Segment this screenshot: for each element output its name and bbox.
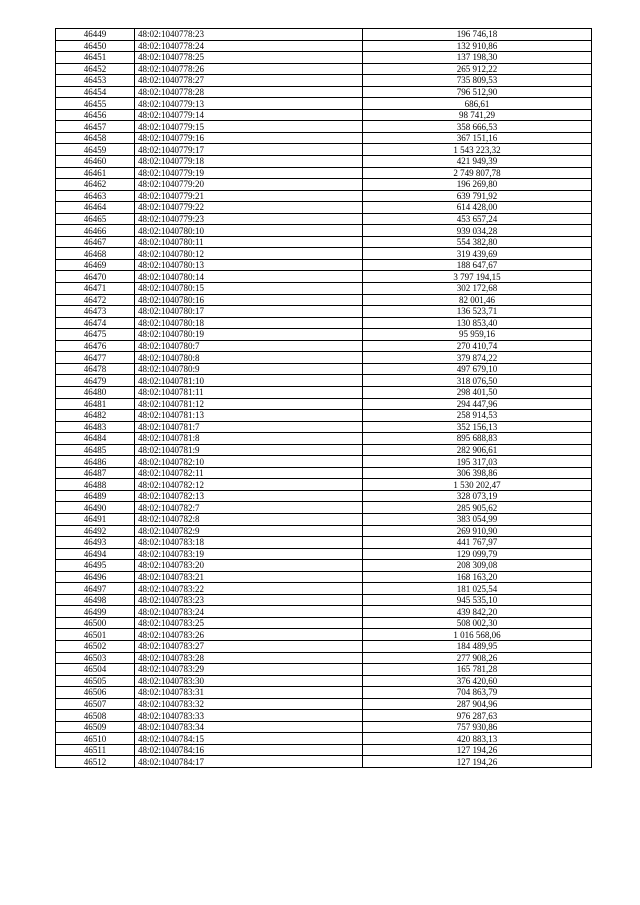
cadastral-number-cell: 48:02:1040783:18: [135, 537, 363, 549]
row-number-cell: 46487: [56, 467, 135, 479]
value-cell: 302 172,68: [363, 283, 592, 295]
row-number-cell: 46478: [56, 363, 135, 375]
cadastral-number-cell: 48:02:1040781:7: [135, 421, 363, 433]
value-cell: 258 914,53: [363, 410, 592, 422]
value-cell: 208 309,08: [363, 560, 592, 572]
value-cell: 376 420,60: [363, 675, 592, 687]
row-number-cell: 46507: [56, 698, 135, 710]
cadastral-number-cell: 48:02:1040779:22: [135, 202, 363, 214]
cadastral-number-cell: 48:02:1040779:16: [135, 132, 363, 144]
cadastral-number-cell: 48:02:1040779:15: [135, 121, 363, 133]
cadastral-number-cell: 48:02:1040779:23: [135, 213, 363, 225]
row-number-cell: 46509: [56, 721, 135, 733]
value-cell: 319 439,69: [363, 248, 592, 260]
table-row: [56, 421, 592, 433]
value-cell: 704 863,79: [363, 687, 592, 699]
table-row: [56, 40, 592, 52]
value-cell: 3 797 194,15: [363, 271, 592, 283]
value-cell: 441 767,97: [363, 537, 592, 549]
table-row: [56, 190, 592, 202]
row-number-cell: 46501: [56, 629, 135, 641]
value-cell: 554 382,80: [363, 236, 592, 248]
table-row: [56, 98, 592, 110]
table-row: [56, 617, 592, 629]
table-row: [56, 294, 592, 306]
table-row: [56, 594, 592, 606]
row-number-cell: 46474: [56, 317, 135, 329]
value-cell: 82 001,46: [363, 294, 592, 306]
value-cell: 367 151,16: [363, 132, 592, 144]
value-cell: 318 076,50: [363, 375, 592, 387]
row-number-cell: 46504: [56, 664, 135, 676]
row-number-cell: 46510: [56, 733, 135, 745]
table-row: [56, 283, 592, 295]
value-cell: 945 535,10: [363, 594, 592, 606]
value-cell: 136 523,71: [363, 306, 592, 318]
cadastral-number-cell: 48:02:1040780:9: [135, 363, 363, 375]
cadastral-number-cell: 48:02:1040783:21: [135, 571, 363, 583]
cadastral-number-cell: 48:02:1040778:26: [135, 63, 363, 75]
row-number-cell: 46457: [56, 121, 135, 133]
value-cell: 306 398,86: [363, 467, 592, 479]
table-body: [56, 29, 592, 768]
value-cell: 352 156,13: [363, 421, 592, 433]
value-cell: 639 791,92: [363, 190, 592, 202]
row-number-cell: 46454: [56, 86, 135, 98]
row-number-cell: 46456: [56, 109, 135, 121]
cadastral-number-cell: 48:02:1040783:32: [135, 698, 363, 710]
value-cell: 130 853,40: [363, 317, 592, 329]
value-cell: 439 842,20: [363, 606, 592, 618]
cadastral-number-cell: 48:02:1040780:13: [135, 259, 363, 271]
table-row: [56, 744, 592, 756]
cadastral-number-cell: 48:02:1040779:14: [135, 109, 363, 121]
value-cell: 287 904,96: [363, 698, 592, 710]
table-row: [56, 271, 592, 283]
table-row: [56, 121, 592, 133]
table-row: [56, 386, 592, 398]
table-row: [56, 109, 592, 121]
cadastral-number-cell: 48:02:1040779:21: [135, 190, 363, 202]
cadastral-number-cell: 48:02:1040779:18: [135, 156, 363, 168]
table-row: [56, 606, 592, 618]
cadastral-number-cell: 48:02:1040782:10: [135, 456, 363, 468]
cadastral-number-cell: 48:02:1040781:13: [135, 410, 363, 422]
value-cell: 1 530 202,47: [363, 479, 592, 491]
cadastral-number-cell: 48:02:1040783:24: [135, 606, 363, 618]
row-number-cell: 46473: [56, 306, 135, 318]
cadastral-number-cell: 48:02:1040783:22: [135, 583, 363, 595]
row-number-cell: 46453: [56, 75, 135, 87]
table-row: [56, 502, 592, 514]
row-number-cell: 46452: [56, 63, 135, 75]
table-row: [56, 433, 592, 445]
table-row: [56, 375, 592, 387]
table-row: [56, 29, 592, 41]
cadastral-number-cell: 48:02:1040778:23: [135, 29, 363, 41]
row-number-cell: 46464: [56, 202, 135, 214]
value-cell: 196 269,80: [363, 179, 592, 191]
cadastral-number-cell: 48:02:1040778:24: [135, 40, 363, 52]
cadastral-number-cell: 48:02:1040780:7: [135, 340, 363, 352]
cadastral-number-cell: 48:02:1040783:23: [135, 594, 363, 606]
cadastral-number-cell: 48:02:1040783:28: [135, 652, 363, 664]
table-row: [56, 687, 592, 699]
table-row: [56, 710, 592, 722]
cadastral-number-cell: 48:02:1040782:11: [135, 467, 363, 479]
cadastral-number-cell: 48:02:1040780:14: [135, 271, 363, 283]
cadastral-number-cell: 48:02:1040783:19: [135, 548, 363, 560]
cadastral-number-cell: 48:02:1040783:29: [135, 664, 363, 676]
table-row: [56, 398, 592, 410]
table-row: [56, 363, 592, 375]
cadastral-number-cell: 48:02:1040781:11: [135, 386, 363, 398]
cadastral-number-cell: 48:02:1040782:9: [135, 525, 363, 537]
value-cell: 2 749 807,78: [363, 167, 592, 179]
cadastral-number-cell: 48:02:1040783:27: [135, 640, 363, 652]
table-row: [56, 479, 592, 491]
table-row: [56, 329, 592, 341]
row-number-cell: 46503: [56, 652, 135, 664]
row-number-cell: 46493: [56, 537, 135, 549]
row-number-cell: 46496: [56, 571, 135, 583]
table-row: [56, 548, 592, 560]
table-row: [56, 652, 592, 664]
value-cell: 453 657,24: [363, 213, 592, 225]
row-number-cell: 46460: [56, 156, 135, 168]
row-number-cell: 46463: [56, 190, 135, 202]
row-number-cell: 46470: [56, 271, 135, 283]
value-cell: 265 912,22: [363, 63, 592, 75]
table-row: [56, 317, 592, 329]
table-row: [56, 444, 592, 456]
table-row: [56, 698, 592, 710]
value-cell: 285 905,62: [363, 502, 592, 514]
row-number-cell: 46494: [56, 548, 135, 560]
value-cell: 1 016 568,06: [363, 629, 592, 641]
cadastral-number-cell: 48:02:1040783:31: [135, 687, 363, 699]
table-row: [56, 202, 592, 214]
cadastral-number-cell: 48:02:1040780:15: [135, 283, 363, 295]
row-number-cell: 46512: [56, 756, 135, 768]
row-number-cell: 46483: [56, 421, 135, 433]
table-row: [56, 733, 592, 745]
cadastral-number-cell: 48:02:1040783:25: [135, 617, 363, 629]
row-number-cell: 46486: [56, 456, 135, 468]
row-number-cell: 46484: [56, 433, 135, 445]
row-number-cell: 46450: [56, 40, 135, 52]
table-row: [56, 156, 592, 168]
table-row: [56, 513, 592, 525]
table-row: [56, 132, 592, 144]
value-cell: 165 781,28: [363, 664, 592, 676]
row-number-cell: 46488: [56, 479, 135, 491]
cadastral-number-cell: 48:02:1040782:13: [135, 490, 363, 502]
cadastral-number-cell: 48:02:1040780:11: [135, 236, 363, 248]
row-number-cell: 46495: [56, 560, 135, 572]
cadastral-number-cell: 48:02:1040778:25: [135, 52, 363, 64]
cadastral-number-cell: 48:02:1040781:12: [135, 398, 363, 410]
table-row: [56, 640, 592, 652]
value-cell: 184 489,95: [363, 640, 592, 652]
value-cell: 269 910,90: [363, 525, 592, 537]
row-number-cell: 46465: [56, 213, 135, 225]
value-cell: 282 906,61: [363, 444, 592, 456]
table-row: [56, 144, 592, 156]
cadastral-number-cell: 48:02:1040781:8: [135, 433, 363, 445]
value-cell: 379 874,22: [363, 352, 592, 364]
cadastral-number-cell: 48:02:1040783:26: [135, 629, 363, 641]
table-row: [56, 571, 592, 583]
value-cell: 270 410,74: [363, 340, 592, 352]
cadastral-number-cell: 48:02:1040779:13: [135, 98, 363, 110]
row-number-cell: 46502: [56, 640, 135, 652]
row-number-cell: 46500: [56, 617, 135, 629]
row-number-cell: 46471: [56, 283, 135, 295]
row-number-cell: 46506: [56, 687, 135, 699]
row-number-cell: 46490: [56, 502, 135, 514]
cadastral-number-cell: 48:02:1040784:17: [135, 756, 363, 768]
cadastral-number-cell: 48:02:1040780:8: [135, 352, 363, 364]
value-cell: 976 287,63: [363, 710, 592, 722]
row-number-cell: 46455: [56, 98, 135, 110]
table-row: [56, 52, 592, 64]
table-row: [56, 340, 592, 352]
value-cell: 127 194,26: [363, 744, 592, 756]
value-cell: 796 512,90: [363, 86, 592, 98]
cadastral-number-cell: 48:02:1040779:19: [135, 167, 363, 179]
row-number-cell: 46511: [56, 744, 135, 756]
value-cell: 137 198,30: [363, 52, 592, 64]
row-number-cell: 46492: [56, 525, 135, 537]
value-cell: 735 809,53: [363, 75, 592, 87]
value-cell: 1 543 223,32: [363, 144, 592, 156]
cadastral-number-cell: 48:02:1040780:17: [135, 306, 363, 318]
value-cell: 294 447,96: [363, 398, 592, 410]
cadastral-number-cell: 48:02:1040780:19: [135, 329, 363, 341]
value-cell: 686,61: [363, 98, 592, 110]
cadastral-number-cell: 48:02:1040783:34: [135, 721, 363, 733]
table-row: [56, 248, 592, 260]
cadastral-number-cell: 48:02:1040782:7: [135, 502, 363, 514]
row-number-cell: 46485: [56, 444, 135, 456]
table-row: [56, 75, 592, 87]
cadastral-number-cell: 48:02:1040783:30: [135, 675, 363, 687]
row-number-cell: 46472: [56, 294, 135, 306]
value-cell: 328 073,19: [363, 490, 592, 502]
row-number-cell: 46480: [56, 386, 135, 398]
value-cell: 98 741,29: [363, 109, 592, 121]
table-row: [56, 306, 592, 318]
table-row: [56, 525, 592, 537]
value-cell: 132 910,86: [363, 40, 592, 52]
cadastral-number-cell: 48:02:1040781:9: [135, 444, 363, 456]
row-number-cell: 46458: [56, 132, 135, 144]
row-number-cell: 46466: [56, 225, 135, 237]
row-number-cell: 46482: [56, 410, 135, 422]
value-cell: 508 002,30: [363, 617, 592, 629]
table-row: [56, 467, 592, 479]
table-row: [56, 560, 592, 572]
row-number-cell: 46451: [56, 52, 135, 64]
row-number-cell: 46469: [56, 259, 135, 271]
row-number-cell: 46476: [56, 340, 135, 352]
cadastral-number-cell: 48:02:1040778:27: [135, 75, 363, 87]
table-row: [56, 179, 592, 191]
table-row: [56, 352, 592, 364]
value-cell: 181 025,54: [363, 583, 592, 595]
cadastral-number-cell: 48:02:1040779:20: [135, 179, 363, 191]
value-cell: 195 317,03: [363, 456, 592, 468]
row-number-cell: 46461: [56, 167, 135, 179]
row-number-cell: 46459: [56, 144, 135, 156]
cadastral-number-cell: 48:02:1040782:12: [135, 479, 363, 491]
cadastral-number-cell: 48:02:1040779:17: [135, 144, 363, 156]
value-cell: 127 194,26: [363, 756, 592, 768]
row-number-cell: 46449: [56, 29, 135, 41]
value-cell: 188 647,67: [363, 259, 592, 271]
table-row: [56, 490, 592, 502]
row-number-cell: 46505: [56, 675, 135, 687]
value-cell: 95 959,16: [363, 329, 592, 341]
row-number-cell: 46499: [56, 606, 135, 618]
table-row: [56, 259, 592, 271]
row-number-cell: 46481: [56, 398, 135, 410]
row-number-cell: 46497: [56, 583, 135, 595]
table-row: [56, 213, 592, 225]
table-row: [56, 721, 592, 733]
table-row: [56, 629, 592, 641]
cadastral-number-cell: 48:02:1040784:16: [135, 744, 363, 756]
row-number-cell: 46491: [56, 513, 135, 525]
cadastral-number-cell: 48:02:1040781:10: [135, 375, 363, 387]
row-number-cell: 46468: [56, 248, 135, 260]
table-row: [56, 167, 592, 179]
value-cell: 939 034,28: [363, 225, 592, 237]
row-number-cell: 46477: [56, 352, 135, 364]
value-cell: 614 428,00: [363, 202, 592, 214]
value-cell: 298 401,50: [363, 386, 592, 398]
cadastral-number-cell: 48:02:1040780:16: [135, 294, 363, 306]
table-row: [56, 583, 592, 595]
table-row: [56, 225, 592, 237]
row-number-cell: 46508: [56, 710, 135, 722]
cadastral-value-table: [55, 28, 592, 768]
row-number-cell: 46498: [56, 594, 135, 606]
cadastral-number-cell: 48:02:1040780:18: [135, 317, 363, 329]
table-row: [56, 236, 592, 248]
row-number-cell: 46467: [56, 236, 135, 248]
value-cell: 196 746,18: [363, 29, 592, 41]
table-row: [56, 675, 592, 687]
row-number-cell: 46489: [56, 490, 135, 502]
value-cell: 421 949,39: [363, 156, 592, 168]
value-cell: 358 666,53: [363, 121, 592, 133]
table-row: [56, 456, 592, 468]
value-cell: 497 679,10: [363, 363, 592, 375]
value-cell: 168 163,20: [363, 571, 592, 583]
cadastral-number-cell: 48:02:1040780:12: [135, 248, 363, 260]
row-number-cell: 46479: [56, 375, 135, 387]
table-row: [56, 756, 592, 768]
value-cell: 895 688,83: [363, 433, 592, 445]
table-row: [56, 664, 592, 676]
table-row: [56, 537, 592, 549]
cadastral-number-cell: 48:02:1040783:20: [135, 560, 363, 572]
value-cell: 420 883,13: [363, 733, 592, 745]
row-number-cell: 46475: [56, 329, 135, 341]
value-cell: 129 099,79: [363, 548, 592, 560]
value-cell: 757 930,86: [363, 721, 592, 733]
table-row: [56, 63, 592, 75]
cadastral-number-cell: 48:02:1040780:10: [135, 225, 363, 237]
row-number-cell: 46462: [56, 179, 135, 191]
table-row: [56, 86, 592, 98]
value-cell: 277 908,26: [363, 652, 592, 664]
cadastral-number-cell: 48:02:1040784:15: [135, 733, 363, 745]
cadastral-number-cell: 48:02:1040778:28: [135, 86, 363, 98]
value-cell: 383 054,99: [363, 513, 592, 525]
table-row: [56, 410, 592, 422]
cadastral-number-cell: 48:02:1040783:33: [135, 710, 363, 722]
cadastral-number-cell: 48:02:1040782:8: [135, 513, 363, 525]
